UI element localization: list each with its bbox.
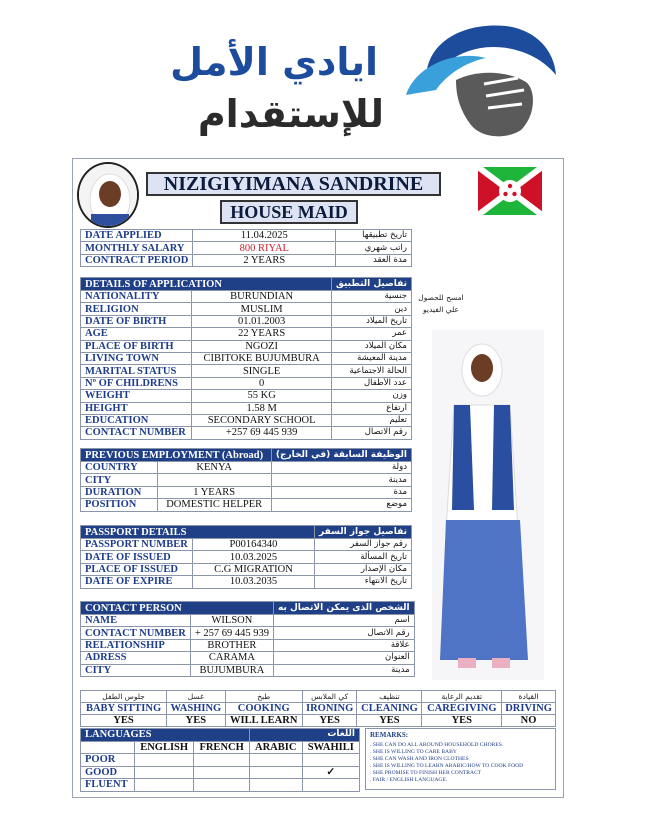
table-row — [81, 462, 412, 474]
skill-label-ar: غسل — [167, 691, 225, 703]
table-row — [81, 474, 412, 486]
table-row — [81, 340, 412, 352]
field-value: + 257 69 445 939 — [190, 627, 273, 639]
field-value: BUJUMBURA — [190, 664, 273, 676]
field-value: +257 69 445 939 — [192, 427, 331, 439]
field-label-ar: مدينة — [271, 474, 411, 486]
section-title: PASSPORT DETAILS — [81, 526, 315, 539]
field-value: NGOZI — [192, 340, 331, 352]
table-row — [81, 615, 415, 627]
language-name: SWAHILI — [302, 741, 360, 754]
remark-line: . SHE CAN DO ALL AROUND HOUSEHOLD CHORES. — [370, 742, 504, 748]
field-label: AGE — [81, 328, 192, 340]
passport-table — [80, 525, 412, 589]
candidate-name: NIZIGIYIMANA SANDRINE — [146, 172, 441, 196]
field-label-ar: عمر — [331, 328, 411, 340]
table-row — [81, 664, 415, 676]
skill-label-ar: طبخ — [225, 691, 302, 703]
table-row — [81, 254, 412, 266]
empty-cell — [81, 741, 135, 754]
field-label-ar: علاقة — [274, 639, 415, 651]
table-row — [81, 352, 412, 364]
field-value: BROTHER — [190, 639, 273, 651]
level-label: POOR — [81, 754, 135, 767]
field-label: CONTRACT PERIOD — [81, 254, 193, 266]
field-label: DATE OF ISSUED — [81, 551, 193, 563]
field-label-ar: رقم جواز السفر — [314, 539, 411, 551]
field-label: WEIGHT — [81, 390, 192, 402]
logo-text-line1: ايادي الأمل — [170, 40, 378, 84]
table-row — [81, 639, 415, 651]
field-value: KENYA — [157, 462, 271, 474]
skill-label: BABY SITTING — [81, 703, 167, 715]
field-label-ar: مدينة المعيشة — [331, 352, 411, 364]
level-mark — [194, 779, 250, 792]
field-label-ar: اسم — [274, 615, 415, 627]
section-header — [81, 526, 412, 539]
field-label: CITY — [81, 474, 158, 486]
field-label-ar: الحالة الاجتماعية — [331, 365, 411, 377]
section-title: DETAILS OF APPLICATION — [81, 278, 332, 291]
field-label-ar: رقم الاتصال — [331, 427, 411, 439]
section-header — [81, 729, 360, 742]
level-label: FLUENT — [81, 779, 135, 792]
table-row — [81, 291, 412, 303]
field-label-ar: عدد الأطفال — [331, 377, 411, 389]
field-value: 22 YEARS — [192, 328, 331, 340]
field-value: 2 YEARS — [193, 254, 336, 266]
level-mark — [135, 754, 194, 767]
section-title-ar: اللغات — [249, 729, 359, 742]
level-mark — [249, 766, 302, 779]
field-label: MONTHLY SALARY — [81, 242, 193, 254]
table-row — [81, 402, 412, 414]
section-title-ar: الشخص الذى يمكن الاتصال به — [274, 602, 415, 615]
field-label-ar: موضع — [271, 499, 411, 511]
field-label: CITY — [81, 664, 191, 676]
skill-label: WASHING — [167, 703, 225, 715]
level-mark — [302, 754, 360, 767]
field-value: 11.04.2025 — [193, 230, 336, 242]
field-label: CONTACT NUMBER — [81, 627, 191, 639]
remark-line: . SHE CAN WASH AND IRON CLOTHES — [370, 756, 469, 762]
helping-hand-logo-icon — [386, 20, 558, 140]
summary-table — [80, 229, 412, 267]
table-row — [81, 499, 412, 511]
table-row — [81, 576, 412, 588]
profile-photo-small — [77, 162, 139, 228]
level-mark — [249, 779, 302, 792]
field-label-ar: مكان الإصدار — [314, 563, 411, 575]
skill-label: CAREGIVING — [422, 703, 502, 715]
field-label: PASSPORT NUMBER — [81, 539, 193, 551]
field-value: SINGLE — [192, 365, 331, 377]
remark-line: . FAIR / ENGLISH LANGUAGE. — [370, 777, 448, 783]
field-label: RELATIONSHIP — [81, 639, 191, 651]
field-label: PLACE OF ISSUED — [81, 563, 193, 575]
table-row — [81, 377, 412, 389]
skill-value: YES — [422, 715, 502, 727]
language-name: ENGLISH — [135, 741, 194, 754]
table-row — [81, 365, 412, 377]
section-title-ar: تفاصيل التطبيق — [331, 278, 411, 291]
skills-english-row — [81, 703, 556, 715]
field-label-ar: وزن — [331, 390, 411, 402]
table-row — [81, 230, 412, 242]
field-label: NATIONALITY — [81, 291, 192, 303]
field-label-ar: مدة العقد — [336, 254, 412, 266]
field-label: ADRESS — [81, 652, 191, 664]
field-label-ar: العنوان — [274, 652, 415, 664]
remarks-box — [365, 728, 556, 790]
skill-value: YES — [357, 715, 422, 727]
section-title-ar: تفاصيل جواز السفر — [314, 526, 411, 539]
skill-value: NO — [502, 715, 556, 727]
field-value — [157, 474, 271, 486]
section-header — [81, 278, 412, 291]
table-row — [81, 539, 412, 551]
field-label: Nº OF CHILDRENS — [81, 377, 192, 389]
field-value: P00164340 — [192, 539, 314, 551]
level-label: GOOD — [81, 766, 135, 779]
section-title-ar: الوظيفة السابقة (في الخارج) — [271, 449, 411, 462]
field-value: 10.03.2035 — [192, 576, 314, 588]
field-value: 1 YEARS — [157, 486, 271, 498]
field-value: 10.03.2025 — [192, 551, 314, 563]
field-value: WILSON — [190, 615, 273, 627]
burundi-flag-icon — [478, 167, 542, 215]
level-mark — [194, 766, 250, 779]
field-label-ar: تاريخ الميلاد — [331, 315, 411, 327]
language-name: FRENCH — [194, 741, 250, 754]
field-value: SECONDARY SCHOOL — [192, 414, 331, 426]
section-title: LANGUAGES — [81, 729, 250, 742]
skill-label: CLEANING — [357, 703, 422, 715]
remark-line: . SHE PROMISE TO FINISH HER CONTRACT — [370, 770, 482, 776]
salary-value: 800 RIYAL — [193, 242, 336, 254]
field-label-ar: تاريخ الانتهاء — [314, 576, 411, 588]
field-label-ar: ارتفاع — [331, 402, 411, 414]
field-value: 55 KG — [192, 390, 331, 402]
field-label: PLACE OF BIRTH — [81, 340, 192, 352]
field-label: DATE OF BIRTH — [81, 315, 192, 327]
field-label: DATE OF EXPIRE — [81, 576, 193, 588]
field-label: COUNTRY — [81, 462, 158, 474]
field-value: C.G MIGRATION — [192, 563, 314, 575]
field-label: NAME — [81, 615, 191, 627]
language-level-row — [81, 766, 360, 779]
table-row — [81, 242, 412, 254]
field-label-ar: تاريخ المسألة — [314, 551, 411, 563]
section-title: PREVIOUS EMPLOYMENT (Abroad) — [81, 449, 272, 462]
profile-photo-full — [432, 330, 544, 680]
skill-label: DRIVING — [502, 703, 556, 715]
contact-person-table — [80, 601, 415, 677]
field-label: RELIGION — [81, 303, 192, 315]
skill-value: YES — [81, 715, 167, 727]
field-label: POSITION — [81, 499, 158, 511]
table-row — [81, 551, 412, 563]
skills-arabic-row — [81, 691, 556, 703]
application-details-table — [80, 277, 412, 440]
agency-logo — [118, 20, 558, 145]
skill-label-ar: جلوس الطفل — [81, 691, 167, 703]
field-label: EDUCATION — [81, 414, 192, 426]
language-name: ARABIC — [249, 741, 302, 754]
field-label-ar: دين — [331, 303, 411, 315]
remark-line: . SHE IS WILLING TO LEARN ARABIC/HOW TO COOK FOOD — [370, 763, 524, 769]
table-row — [81, 390, 412, 402]
table-row — [81, 328, 412, 340]
field-value: 0 — [192, 377, 331, 389]
field-value: CIBITOKE BUJUMBURA — [192, 352, 331, 364]
field-label: LIVING TOWN — [81, 352, 192, 364]
level-mark — [135, 766, 194, 779]
language-level-row — [81, 754, 360, 767]
field-value: CARAMA — [190, 652, 273, 664]
field-label: MARITAL STATUS — [81, 365, 192, 377]
skills-table — [80, 690, 556, 727]
table-row — [81, 652, 415, 664]
scan-video-note: امسح للحصول علي الفيديو — [418, 293, 464, 314]
field-label-ar: مدة — [271, 486, 411, 498]
logo-text-line2: للإستقدام — [197, 92, 384, 136]
table-row — [81, 486, 412, 498]
field-label-ar: تاريخ تطبيقها — [336, 230, 412, 242]
field-label-ar: دولة — [271, 462, 411, 474]
employment-table — [80, 448, 412, 512]
section-header — [81, 449, 412, 462]
field-label-ar: تعليم — [331, 414, 411, 426]
table-row — [81, 303, 412, 315]
skill-label-ar: تقديم الرعاية — [422, 691, 502, 703]
section-header — [81, 602, 415, 615]
section-title: CONTACT PERSON — [81, 602, 274, 615]
skill-label-ar: كي الملابس — [302, 691, 357, 703]
check-mark-icon: ✓ — [302, 766, 360, 779]
field-label: CONTACT NUMBER — [81, 427, 192, 439]
table-row — [81, 315, 412, 327]
table-row — [81, 427, 412, 439]
table-row — [81, 627, 415, 639]
skills-value-row — [81, 715, 556, 727]
skill-label: COOKING — [225, 703, 302, 715]
field-value: DOMESTIC HELPER — [157, 499, 271, 511]
field-label: DURATION — [81, 486, 158, 498]
field-value: 1.58 M — [192, 402, 331, 414]
skill-label: IRONING — [302, 703, 357, 715]
field-label-ar: جنسية — [331, 291, 411, 303]
skill-label-ar: القيادة — [502, 691, 556, 703]
level-mark — [194, 754, 250, 767]
field-value: BURUNDIAN — [192, 291, 331, 303]
field-value: MUSLIM — [192, 303, 331, 315]
field-label: HEIGHT — [81, 402, 192, 414]
languages-table — [80, 728, 360, 792]
candidate-role: HOUSE MAID — [220, 200, 358, 224]
field-label-ar: مكان الميلاد — [331, 340, 411, 352]
field-label-ar: رقم الاتصال — [274, 627, 415, 639]
table-row — [81, 414, 412, 426]
remark-line: . SHE IS WILLING TO CARE BABY — [370, 749, 457, 755]
skill-value: WILL LEARN — [225, 715, 302, 727]
skill-value: YES — [302, 715, 357, 727]
skill-value: YES — [167, 715, 225, 727]
language-level-row — [81, 779, 360, 792]
table-row — [81, 563, 412, 575]
field-label-ar: راتب شهري — [336, 242, 412, 254]
field-label-ar: مدينة — [274, 664, 415, 676]
skill-label-ar: تنظيف — [357, 691, 422, 703]
field-value: 01.01.2003 — [192, 315, 331, 327]
level-mark — [135, 779, 194, 792]
level-mark — [249, 754, 302, 767]
language-columns — [81, 741, 360, 754]
level-mark — [302, 779, 360, 792]
remarks-title: REMARKS: — [370, 731, 409, 739]
field-label: DATE APPLIED — [81, 230, 193, 242]
